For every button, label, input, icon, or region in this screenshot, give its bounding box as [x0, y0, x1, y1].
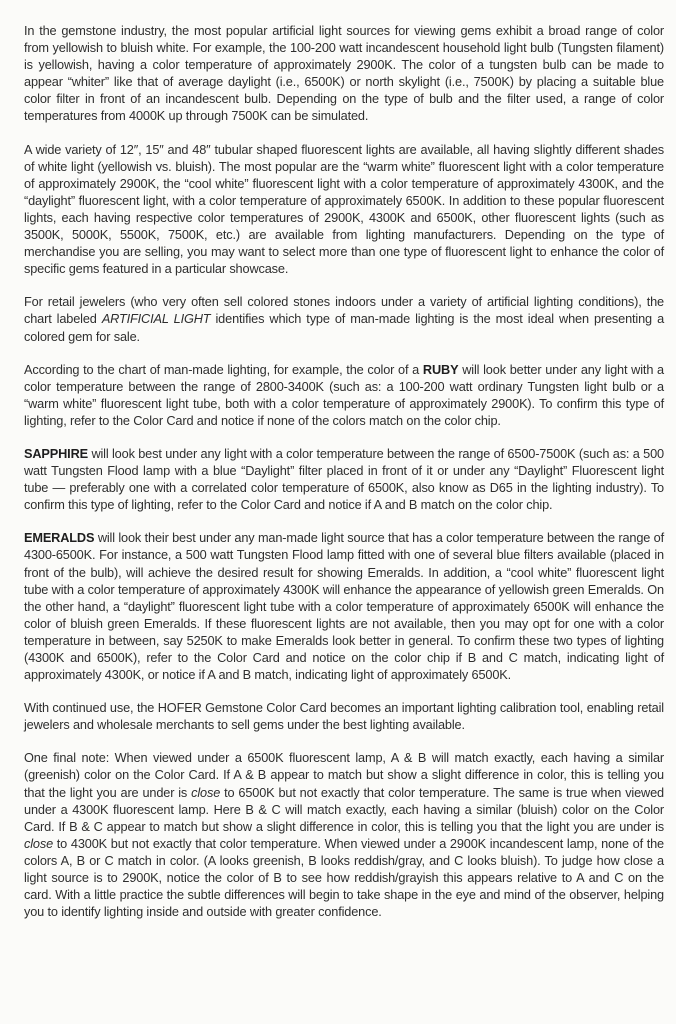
hofer-text: With continued use, the HOFER Gemstone Color Card becomes an important lighting calibration tool, enabling retail jewelers and wholesale merchants to sell gems under the best lighting available.: [24, 700, 664, 733]
paragraph-sapphire: [24, 445, 664, 513]
ruby-term: RUBY: [422, 361, 459, 377]
paragraph-ruby: [24, 361, 664, 429]
fluorescent-text: A wide variety of 12″, 15″ and 48″ tubular shaped fluorescent lights are available, all having slightly different shades of white light (yellowish vs. bluish). The most popular are the “warm white” fluorescent light with a color temperature of approximately 2900K, the “cool white” fluorescent light with a color temperature of approximately 4300K, and the “daylight” fluorescent light, with a color temperature of approximately 6500K. In addition to these popular fluorescent lights, each having respective color temperatures of 2900K, 4300K and 6500K, other fluorescent lights (such as 3500K, 5000K, 5500K, 7500K, etc.) are available from lighting manufacturers. Depending on the type of merchandise you are selling, you may want to select more than one type of fluorescent light to enhance the color of specific gems featured in a particular showcase.: [24, 141, 664, 277]
ruby-text-2: will look better under any light with a color temperature between the range of 2800-3400K (such as: a 100-200 watt ordinary Tungsten light bulb or a “warm white” fluorescent light tube, both with a color temperature of approximately 2900K). To confirm this type of lighting, refer to the Color Card and notice if none of the colors match on the color chip.: [24, 361, 664, 428]
ruby-text-1: According to the chart of man-made lighting, for example, the color of a: [24, 361, 423, 377]
sapphire-term: SAPPHIRE: [24, 445, 88, 461]
emeralds-text: will look their best under any man-made light source that has a color temperature between the range of 4300-6500K. For instance, a 500 watt Tungsten Flood lamp fitted with one of several blue filters available (placed in front of the bulb), will achieve the desired result for showing Emeralds. In addition, a “cool white” fluorescent light tube with a color temperature of approximately 4300K will enhance the appearance of yellowish green Emeralds. On the other hand, a “daylight” fluorescent light tube with a color temperature of approximately 6500K will enhance the color of bluish green Emeralds. If these fluorescent lights are not available, then you may opt for one with a color temperature in between, say 5250K to make Emeralds look better in general. To confirm these two types of lighting (4300K and 6500K), refer to the Color Card and notice on the color chip if B and C match, indicating light of approximately 4300K, or notice if A and B match, indicating light of approximately 6500K.: [24, 530, 664, 683]
retail-text-2: identifies which type of man-made lighting is the most ideal when presenting a colored gem for sale.: [24, 311, 665, 344]
close-term-2: close: [24, 835, 54, 851]
sapphire-text: will look best under any light with a color temperature between the range of 6500-7500K (such as: a 500 watt Tungsten Flood lamp with a blue “Daylight” filter placed in front of it or under any “Daylight” Fluorescent light tube — preferably one with a correlated color temperature of 6500K, also know as D65 in the lighting industry). To confirm this type of lighting, refer to the Color Card and notice if A and B match on the color chip.: [24, 445, 664, 513]
final-note-text-3: to 4300K but not exactly that color temperature. When viewed under a 2900K incandescent lamp, none of the colors A, B or C match in color. (A looks greenish, B looks reddish/gray, and C looks bluish). To judge how close a light source is to 2900K, notice the color of B to see how reddish/grayish this appears relative to A and C on the card. With a little practice the subtle differences will begin to take shape in the eye and mind of the observer, helping you to identify lighting inside and outside with greater confidence.: [24, 835, 664, 920]
artificial-light-term: ARTIFICIAL LIGHT: [101, 311, 211, 327]
emeralds-term: EMERALDS: [24, 530, 95, 546]
intro-text: In the gemstone industry, the most popular artificial light sources for viewing gems exhibit a broad range of color from yellowish to bluish white. For example, the 100-200 watt incandescent household light bulb (Tungsten filament) is yellowish, having a color temperature of approximately 2900K. The color of a tungsten bulb can be made to appear “whiter” like that of average daylight (i.e., 6500K) or north skylight (i.e., 7500K) by placing a suitable blue color filter in front of an incandescent bulb. Depending on the type of bulb and the filter used, a range of color temperatures from 4000K up through 7500K can be simulated.: [24, 23, 664, 124]
final-note-text-2: to 6500K but not exactly that color temperature. The same is true when viewed under a 4300K fluorescent lamp. Here B & C will match exactly, each having a similar (bluish) color on the Color Card. If B & C appear to match but show a slight difference in color, this is telling you that the light you are under is: [24, 784, 664, 834]
paragraph-retail-jewelers: [24, 293, 664, 344]
paragraph-hofer-card: [24, 699, 664, 733]
retail-text-1: For retail jewelers (who very often sell colored stones indoors under a variety of artificial lighting conditions), the chart labeled: [24, 294, 664, 327]
paragraph-final-note: [24, 749, 664, 920]
document-page: [24, 22, 664, 936]
paragraph-intro: [24, 22, 664, 125]
final-note-text-1: One final note: When viewed under a 6500K fluorescent lamp, A & B will match exactly, each having a similar (greenish) color on the Color Card. If A & B appear to match but show a slight difference in color, this is telling you that the light you are under is: [24, 750, 664, 800]
paragraph-emeralds: [24, 529, 664, 683]
close-term-1: close: [191, 784, 221, 800]
paragraph-fluorescent-lights: [24, 141, 664, 278]
